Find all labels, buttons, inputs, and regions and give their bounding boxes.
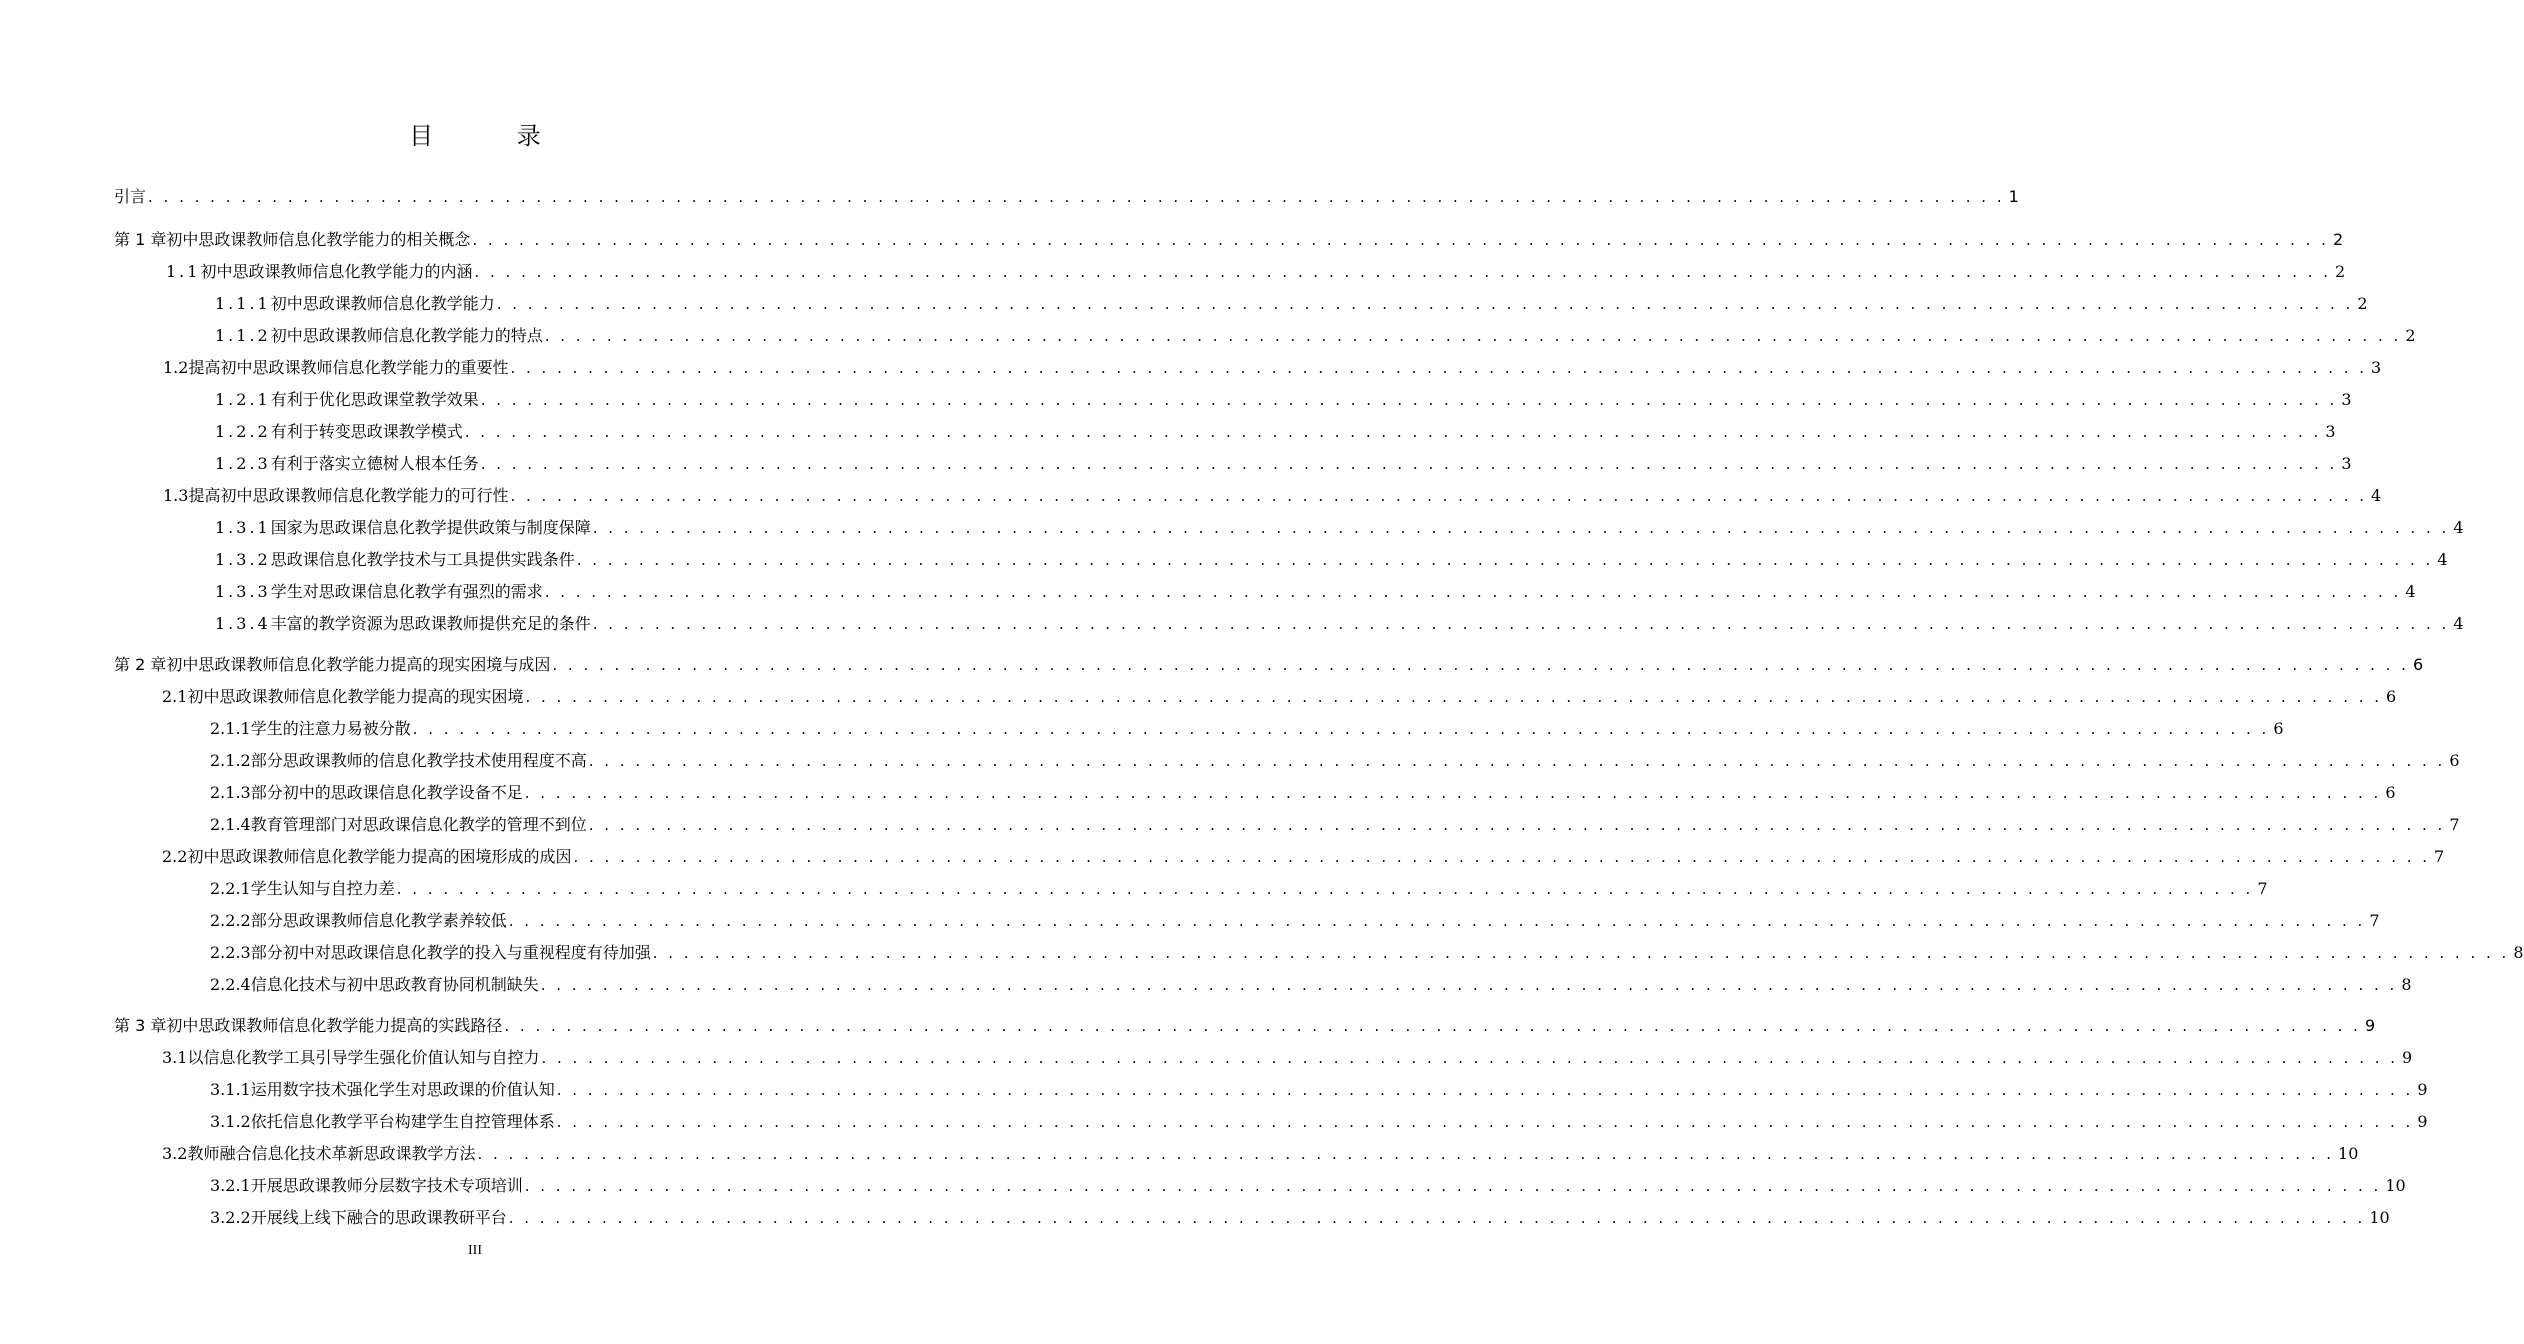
toc-entry-title: 初中思政课教师信息化教学能力的内涵 [200, 262, 473, 281]
toc-entry-title: 提高初中思政课教师信息化教学能力的可行性 [188, 486, 509, 505]
toc-page-number: 1 [2008, 187, 2019, 206]
toc-entry-title: 信息化技术与初中思政教育协同机制缺失 [250, 975, 539, 994]
toc-entry-title: 开展思政课教师分层数字技术专项培训 [250, 1176, 523, 1195]
toc-entry-number: 3.1 [162, 1048, 188, 1067]
toc-page-number: 6 [2449, 751, 2460, 770]
toc-page-number: 3 [2325, 422, 2336, 441]
toc-entry-number: 3.1.2 [210, 1112, 251, 1131]
toc-entry-number: 3.2.1 [210, 1176, 251, 1195]
toc-entry-title: 丰富的教学资源为思政课教师提供充足的条件 [270, 614, 591, 633]
toc-subsection-entry[interactable] [210, 1108, 2428, 1132]
toc-dot-leader: . . . . . . . . . . . . . . . . . . . . . . . . . . . . . . . . . . . . . . . . . . . . . . . . . . . . . . . . . . . . . . . . . . . . . . . . . . . . . . . . . . . . . . . . . . . . . . . . . . . . . . . . . . . . . . . . . . . . . . . . [576, 551, 2434, 569]
toc-dot-leader: . . . . . . . . . . . . . . . . . . . . . . . . . . . . . . . . . . . . . . . . . . . . . . . . . . . . . . . . . . . . . . . . . . . . . . . . . . . . . . . . . . . . . . . . . . . . . . . . . . . . . . . . . . . . . . . . . . . . . . . . [544, 583, 2402, 601]
toc-chapter-entry[interactable] [114, 651, 2424, 675]
toc-entry-number: 1.1.1 [215, 294, 271, 313]
toc-subsection-entry[interactable] [210, 715, 2284, 739]
toc-page-number: 2 [2357, 294, 2368, 313]
toc-page-number: 7 [2434, 847, 2445, 866]
toc-page-number: 2 [2335, 262, 2346, 281]
toc-dot-leader: . . . . . . . . . . . . . . . . . . . . . . . . . . . . . . . . . . . . . . . . . . . . . . . . . . . . . . . . . . . . . . . . . . . . . . . . . . . . . . . . . . . . . . . . . . . . . . . . . . . . . . . . . . . . . . . . . . . . . . . . [552, 656, 2409, 674]
toc-entry-title: 提高初中思政课教师信息化教学能力的重要性 [188, 358, 509, 377]
toc-entry-number: 2.1.3 [210, 783, 251, 802]
toc-entry-title: 初中思政课教师信息化教学能力 [270, 294, 495, 313]
toc-entry-number: 1.3.3 [215, 582, 271, 601]
toc-entry-title: 初中思政课教师信息化教学能力的特点 [270, 326, 543, 345]
toc-page-number: 2 [2332, 230, 2344, 249]
toc-page-number: 4 [2453, 614, 2464, 633]
toc-entry-title: 以信息化教学工具引导学生强化价值认知与自控力 [187, 1048, 540, 1067]
toc-dot-leader: . . . . . . . . . . . . . . . . . . . . . . . . . . . . . . . . . . . . . . . . . . . . . . . . . . . . . . . . . . . . . . . . . . . . . . . . . . . . . . . . . . . . . . . . . . . . . . . . . . . . . . . . . . . . . . . . . . . . . . . . [396, 880, 2254, 898]
toc-page-number: 7 [2369, 911, 2380, 930]
toc-entry-title: 部分思政课教师的信息化教学技术使用程度不高 [250, 751, 587, 770]
toc-entry-number: 2.2.3 [210, 943, 251, 962]
toc-page-number: 6 [2273, 719, 2284, 738]
toc-entry-title: 部分思政课教师信息化教学素养较低 [250, 911, 507, 930]
toc-entry-number: 第 2 章 [114, 655, 167, 674]
toc-subsection-entry[interactable] [210, 875, 2268, 899]
toc-chapter-entry[interactable] [114, 1012, 2376, 1036]
toc-subsection-entry[interactable] [210, 1172, 2406, 1196]
toc-entry-title: 初中思政课教师信息化教学能力提高的实践路径 [166, 1016, 503, 1035]
toc-page-number: 4 [2453, 518, 2464, 537]
toc-page-number: 8 [2513, 943, 2524, 962]
toc-entry-title: 学生对思政课信息化教学有强烈的需求 [270, 582, 543, 601]
toc-subsection-entry[interactable] [215, 418, 2336, 442]
toc-dot-leader: . . . . . . . . . . . . . . . . . . . . . . . . . . . . . . . . . . . . . . . . . . . . . . . . . . . . . . . . . . . . . . . . . . . . . . . . . . . . . . . . . . . . . . . . . . . . . . . . . . . . . . . . . . . . . . . . . . . . . . . . [508, 1209, 2366, 1227]
toc-page-number: 6 [2386, 687, 2397, 706]
toc-dot-leader: . . . . . . . . . . . . . . . . . . . . . . . . . . . . . . . . . . . . . . . . . . . . . . . . . . . . . . . . . . . . . . . . . . . . . . . . . . . . . . . . . . . . . . . . . . . . . . . . . . . . . . . . . . . . . . . . . . . . . . . . [524, 784, 2382, 802]
toc-subsection-entry[interactable] [210, 811, 2460, 835]
toc-dot-leader: . . . . . . . . . . . . . . . . . . . . . . . . . . . . . . . . . . . . . . . . . . . . . . . . . . . . . . . . . . . . . . . . . . . . . . . . . . . . . . . . . . . . . . . . . . . . . . . . . . . . . . . . . . . . . . . . . . . . . . . . [544, 327, 2402, 345]
toc-page-number: 9 [2417, 1080, 2428, 1099]
toc-dot-leader: . . . . . . . . . . . . . . . . . . . . . . . . . . . . . . . . . . . . . . . . . . . . . . . . . . . . . . . . . . . . . . . . . . . . . . . . . . . . . . . . . . . . . . . . . . . . . . . . . . . . . . . . . . . . . . . . . . . . . . . . [412, 720, 2270, 738]
toc-dot-leader: . . . . . . . . . . . . . . . . . . . . . . . . . . . . . . . . . . . . . . . . . . . . . . . . . . . . . . . . . . . . . . . . . . . . . . . . . . . . . . . . . . . . . . . . . . . . . . . . . . . . . . . . . . . . . . . . . . . . . . . . [588, 816, 2446, 834]
toc-entry-number: 2.2.1 [210, 879, 251, 898]
toc-entry-number: 1.3.2 [215, 550, 271, 569]
toc-dot-leader: . . . . . . . . . . . . . . . . . . . . . . . . . . . . . . . . . . . . . . . . . . . . . . . . . . . . . . . . . . . . . . . . . . . . . . . . . . . . . . . . . . . . . . . . . . . . . . . . . . . . . . . . . . . . . . . . . . . . . . . . [480, 455, 2338, 473]
toc-page-number: 7 [2449, 815, 2460, 834]
toc-page-number: 3 [2371, 358, 2382, 377]
toc-subsection-entry[interactable] [210, 907, 2380, 931]
toc-page-number: 4 [2405, 582, 2416, 601]
toc-dot-leader: . . . . . . . . . . . . . . . . . . . . . . . . . . . . . . . . . . . . . . . . . . . . . . . . . . . . . . . . . . . . . . . . . . . . . . . . . . . . . . . . . . . . . . . . . . . . . . . . . . . . . . . . . . . . . . . . . . . . . . . . [573, 848, 2431, 866]
toc-entry-title: 初中思政课教师信息化教学能力提高的现实困境 [187, 687, 524, 706]
toc-entry-title: 有利于落实立德树人根本任务 [270, 454, 479, 473]
toc-dot-leader: . . . . . . . . . . . . . . . . . . . . . . . . . . . . . . . . . . . . . . . . . . . . . . . . . . . . . . . . . . . . . . . . . . . . . . . . . . . . . . . . . . . . . . . . . . . . . . . . . . . . . . . . . . . . . . . . . . . . . . . . [588, 752, 2446, 770]
toc-entry-title: 引言 [114, 187, 147, 206]
toc-subsection-entry[interactable] [210, 939, 2524, 963]
toc-chapter-entry[interactable] [114, 226, 2344, 250]
toc-entry-title: 依托信息化教学平台构建学生自控管理体系 [250, 1112, 555, 1131]
toc-entry-number: 1.3 [163, 486, 189, 505]
toc-entry-number: 1.1 [166, 262, 201, 281]
toc-entry-number: 1.2.3 [215, 454, 271, 473]
toc-entry-number: 2.2 [162, 847, 188, 866]
toc-subsection-entry[interactable] [215, 610, 2464, 634]
toc-section-entry[interactable] [166, 258, 2346, 282]
toc-page-number: 6 [2412, 655, 2424, 674]
toc-entry-number: 1.2 [163, 358, 189, 377]
toc-entry-number: 2.1 [162, 687, 188, 706]
toc-page-number: 10 [2385, 1176, 2406, 1195]
toc-dot-leader: . . . . . . . . . . . . . . . . . . . . . . . . . . . . . . . . . . . . . . . . . . . . . . . . . . . . . . . . . . . . . . . . . . . . . . . . . . . . . . . . . . . . . . . . . . . . . . . . . . . . . . . . . . . . . . . . . . . . . . . . [496, 295, 2354, 313]
toc-entry-title: 初中思政课教师信息化教学能力提高的现实困境与成因 [166, 655, 551, 674]
toc-section-entry[interactable] [163, 482, 2382, 506]
toc-section-entry[interactable] [162, 683, 2397, 707]
toc-entry-title: 有利于转变思政课教学模式 [270, 422, 463, 441]
toc-page-number: 9 [2364, 1016, 2376, 1035]
toc-entry-number: 第 3 章 [114, 1016, 167, 1035]
toc-dot-leader: . . . . . . . . . . . . . . . . . . . . . . . . . . . . . . . . . . . . . . . . . . . . . . . . . . . . . . . . . . . . . . . . . . . . . . . . . . . . . . . . . . . . . . . . . . . . . . . . . . . . . . . . . . . . . . . . . . . . . . . . [556, 1113, 2414, 1131]
toc-entry-title: 初中思政课教师信息化教学能力的相关概念 [166, 230, 471, 249]
toc-page-number: 10 [2338, 1144, 2359, 1163]
toc-page-number: 9 [2417, 1112, 2428, 1131]
toc-dot-leader: . . . . . . . . . . . . . . . . . . . . . . . . . . . . . . . . . . . . . . . . . . . . . . . . . . . . . . . . . . . . . . . . . . . . . . . . . . . . . . . . . . . . . . . . . . . . . . . . . . . . . . . . . . . . . . . . . . . . . . . . [592, 615, 2450, 633]
toc-entry-number: 3.2.2 [210, 1208, 251, 1227]
toc-entry-title: 学生认知与自控力差 [250, 879, 395, 898]
toc-entry-number: 2.1.1 [210, 719, 251, 738]
toc-entry-title: 学生的注意力易被分散 [250, 719, 411, 738]
toc-subsection-entry[interactable] [215, 514, 2464, 538]
toc-subsection-entry[interactable] [210, 1204, 2390, 1228]
toc-dot-leader: . . . . . . . . . . . . . . . . . . . . . . . . . . . . . . . . . . . . . . . . . . . . . . . . . . . . . . . . . . . . . . . . . . . . . . . . . . . . . . . . . . . . . . . . . . . . . . . . . . . . . . . . . . . . . . . . . . . . . . . . [474, 263, 2332, 281]
toc-entry-title: 国家为思政课信息化教学提供政策与制度保障 [270, 518, 591, 537]
toc-entry-title: 思政课信息化教学技术与工具提供实践条件 [270, 550, 575, 569]
toc-dot-leader: . . . . . . . . . . . . . . . . . . . . . . . . . . . . . . . . . . . . . . . . . . . . . . . . . . . . . . . . . . . . . . . . . . . . . . . . . . . . . . . . . . . . . . . . . . . . . . . . . . . . . . . . . . . . . . . . . . . . . . . . [510, 359, 2368, 377]
toc-entry-number: 1.1.2 [215, 326, 271, 345]
toc-entry-number: 2.1.2 [210, 751, 251, 770]
toc-dot-leader: . . . . . . . . . . . . . . . . . . . . . . . . . . . . . . . . . . . . . . . . . . . . . . . . . . . . . . . . . . . . . . . . . . . . . . . . . . . . . . . . . . . . . . . . . . . . . . . . . . . . . . . . . . . . . . . . . . . . . . . . [510, 487, 2368, 505]
toc-subsection-entry[interactable] [215, 546, 2448, 570]
page-title: 目 录 [409, 122, 579, 150]
toc-subsection-entry[interactable] [210, 779, 2396, 803]
page-number: III [468, 1243, 482, 1258]
toc-dot-leader: . . . . . . . . . . . . . . . . . . . . . . . . . . . . . . . . . . . . . . . . . . . . . . . . . . . . . . . . . . . . . . . . . . . . . . . . . . . . . . . . . . . . . . . . . . . . . . . . . . . . . . . . . . . . . . . . . . . . . . . . [556, 1081, 2414, 1099]
toc-subsection-entry[interactable] [210, 971, 2412, 995]
toc-page-number: 3 [2341, 390, 2352, 409]
toc-dot-leader: . . . . . . . . . . . . . . . . . . . . . . . . . . . . . . . . . . . . . . . . . . . . . . . . . . . . . . . . . . . . . . . . . . . . . . . . . . . . . . . . . . . . . . . . . . . . . . . . . . . . . . . . . . . . . . . . . . . . . . . . [464, 423, 2322, 441]
toc-subsection-entry[interactable] [215, 290, 2368, 314]
toc-entry-number: 1.2.2 [215, 422, 271, 441]
toc-page-number: 2 [2405, 326, 2416, 345]
toc-subsection-entry[interactable] [215, 386, 2352, 410]
toc-entry-number: 1.3.4 [215, 614, 271, 633]
toc-entry-number: 3.2 [162, 1144, 188, 1163]
toc-section-entry[interactable] [162, 1140, 2359, 1164]
toc-entry-title: 部分初中的思政课信息化教学设备不足 [250, 783, 523, 802]
toc-dot-leader: . . . . . . . . . . . . . . . . . . . . . . . . . . . . . . . . . . . . . . . . . . . . . . . . . . . . . . . . . . . . . . . . . . . . . . . . . . . . . . . . . . . . . . . . . . . . . . . . . . . . . . . . . . . . . . . . . . . . . . . . [508, 912, 2366, 930]
toc-entry-number: 3.1.1 [210, 1080, 251, 1099]
toc-page-number: 4 [2437, 550, 2448, 569]
toc-entry-title: 教育管理部门对思政课信息化教学的管理不到位 [250, 815, 587, 834]
toc-entry-number: 1.2.1 [215, 390, 271, 409]
toc-page-number: 10 [2369, 1208, 2390, 1227]
toc-page-number: 9 [2402, 1048, 2413, 1067]
toc-page-number: 6 [2385, 783, 2396, 802]
toc-subsection-entry[interactable] [215, 450, 2352, 474]
toc-subsection-entry[interactable] [215, 578, 2416, 602]
toc-subsection-entry[interactable] [210, 747, 2460, 771]
toc-entry-title: 教师融合信息化技术革新思政课教学方法 [187, 1144, 476, 1163]
toc-section-entry[interactable] [162, 843, 2445, 867]
toc-dot-leader: . . . . . . . . . . . . . . . . . . . . . . . . . . . . . . . . . . . . . . . . . . . . . . . . . . . . . . . . . . . . . . . . . . . . . . . . . . . . . . . . . . . . . . . . . . . . . . . . . . . . . . . . . . . . . . . . . . . . . . . . [148, 188, 2005, 206]
toc-subsection-entry[interactable] [210, 1076, 2428, 1100]
toc-entry-number: 1.3.1 [215, 518, 271, 537]
toc-page-number: 8 [2401, 975, 2412, 994]
toc-page-number: 4 [2371, 486, 2382, 505]
toc-entry-number: 2.2.4 [210, 975, 251, 994]
toc-dot-leader: . . . . . . . . . . . . . . . . . . . . . . . . . . . . . . . . . . . . . . . . . . . . . . . . . . . . . . . . . . . . . . . . . . . . . . . . . . . . . . . . . . . . . . . . . . . . . . . . . . . . . . . . . . . . . . . . . . . . . . . . [480, 391, 2338, 409]
toc-entry-title: 开展线上线下融合的思政课教研平台 [250, 1208, 507, 1227]
toc-subsection-entry[interactable] [215, 322, 2416, 346]
toc-dot-leader: . . . . . . . . . . . . . . . . . . . . . . . . . . . . . . . . . . . . . . . . . . . . . . . . . . . . . . . . . . . . . . . . . . . . . . . . . . . . . . . . . . . . . . . . . . . . . . . . . . . . . . . . . . . . . . . . . . . . . . . . [477, 1145, 2335, 1163]
toc-entry-title: 运用数字技术强化学生对思政课的价值认知 [250, 1080, 555, 1099]
toc-chapter-entry[interactable] [114, 183, 2019, 207]
toc-dot-leader: . . . . . . . . . . . . . . . . . . . . . . . . . . . . . . . . . . . . . . . . . . . . . . . . . . . . . . . . . . . . . . . . . . . . . . . . . . . . . . . . . . . . . . . . . . . . . . . . . . . . . . . . . . . . . . . . . . . . . . . . [592, 519, 2450, 537]
toc-page-number: 7 [2257, 879, 2268, 898]
toc-dot-leader: . . . . . . . . . . . . . . . . . . . . . . . . . . . . . . . . . . . . . . . . . . . . . . . . . . . . . . . . . . . . . . . . . . . . . . . . . . . . . . . . . . . . . . . . . . . . . . . . . . . . . . . . . . . . . . . . . . . . . . . . [652, 944, 2510, 962]
toc-entry-title: 部分初中对思政课信息化教学的投入与重视程度有待加强 [250, 943, 651, 962]
toc-section-entry[interactable] [162, 1044, 2413, 1068]
toc-dot-leader: . . . . . . . . . . . . . . . . . . . . . . . . . . . . . . . . . . . . . . . . . . . . . . . . . . . . . . . . . . . . . . . . . . . . . . . . . . . . . . . . . . . . . . . . . . . . . . . . . . . . . . . . . . . . . . . . . . . . . . . . [472, 231, 2329, 249]
toc-dot-leader: . . . . . . . . . . . . . . . . . . . . . . . . . . . . . . . . . . . . . . . . . . . . . . . . . . . . . . . . . . . . . . . . . . . . . . . . . . . . . . . . . . . . . . . . . . . . . . . . . . . . . . . . . . . . . . . . . . . . . . . . [541, 1049, 2399, 1067]
toc-dot-leader: . . . . . . . . . . . . . . . . . . . . . . . . . . . . . . . . . . . . . . . . . . . . . . . . . . . . . . . . . . . . . . . . . . . . . . . . . . . . . . . . . . . . . . . . . . . . . . . . . . . . . . . . . . . . . . . . . . . . . . . . [540, 976, 2398, 994]
toc-entry-title: 初中思政课教师信息化教学能力提高的困境形成的成因 [187, 847, 572, 866]
toc-page-number: 3 [2341, 454, 2352, 473]
toc-entry-title: 有利于优化思政课堂教学效果 [270, 390, 479, 409]
toc-entry-number: 2.1.4 [210, 815, 251, 834]
toc-dot-leader: . . . . . . . . . . . . . . . . . . . . . . . . . . . . . . . . . . . . . . . . . . . . . . . . . . . . . . . . . . . . . . . . . . . . . . . . . . . . . . . . . . . . . . . . . . . . . . . . . . . . . . . . . . . . . . . . . . . . . . . . [504, 1017, 2361, 1035]
toc-section-entry[interactable] [163, 354, 2382, 378]
toc-dot-leader: . . . . . . . . . . . . . . . . . . . . . . . . . . . . . . . . . . . . . . . . . . . . . . . . . . . . . . . . . . . . . . . . . . . . . . . . . . . . . . . . . . . . . . . . . . . . . . . . . . . . . . . . . . . . . . . . . . . . . . . . [525, 688, 2383, 706]
toc-entry-number: 第 1 章 [114, 230, 167, 249]
toc-entry-number: 2.2.2 [210, 911, 251, 930]
toc-dot-leader: . . . . . . . . . . . . . . . . . . . . . . . . . . . . . . . . . . . . . . . . . . . . . . . . . . . . . . . . . . . . . . . . . . . . . . . . . . . . . . . . . . . . . . . . . . . . . . . . . . . . . . . . . . . . . . . . . . . . . . . . [524, 1177, 2382, 1195]
